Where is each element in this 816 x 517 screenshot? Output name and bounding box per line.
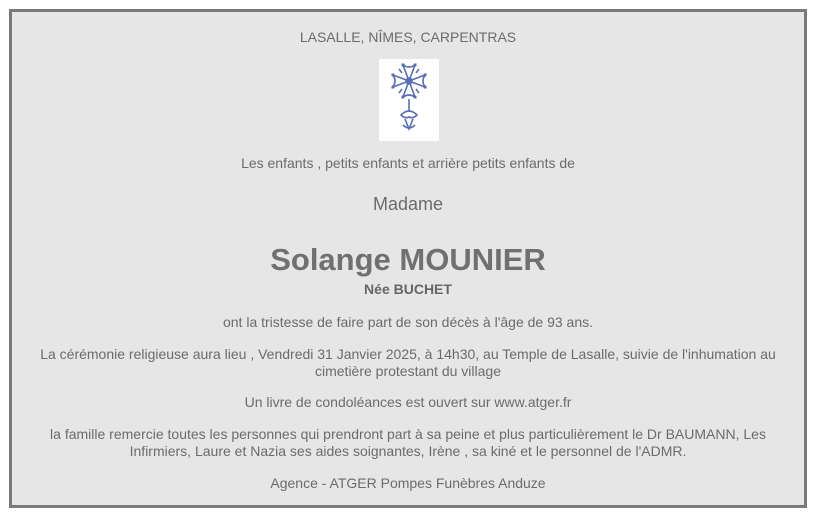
location-line: LASALLE, NÎMES, CARPENTRAS: [299, 29, 517, 45]
condolence-book-text: Un livre de condoléances est ouvert sur www.atger.fr: [244, 394, 572, 410]
thanks-text: la famille remercie toutes les personnes qui prendront part à sa peine et plus particulièrement le Dr BAUMANN, Les Infirmiers, Laure et Nazia ses aides soignantes, Irène , sa kiné et le personnel de l'ADMR.: [50, 426, 766, 459]
funeral-agency: Agence - ATGER Pompes Funèbres Anduze: [270, 475, 546, 491]
maiden-name: Née BUCHET: [364, 281, 452, 297]
ceremony-details: La cérémonie religieuse aura lieu , Vendredi 31 Janvier 2025, à 14h30, au Temple de Lasalle, suivie de l'inhumation au cimetière protestant du village: [40, 346, 776, 379]
huguenot-cross-icon: [379, 59, 439, 141]
announcement-text: ont la tristesse de faire part de son décès à l'âge de 93 ans.: [222, 314, 593, 330]
deceased-name: Solange MOUNIER: [270, 242, 546, 277]
honorific: Madame: [372, 194, 444, 214]
intro-text: Les enfants , petits enfants et arrière petits enfants de: [241, 155, 575, 171]
obituary-notice: [9, 9, 807, 508]
